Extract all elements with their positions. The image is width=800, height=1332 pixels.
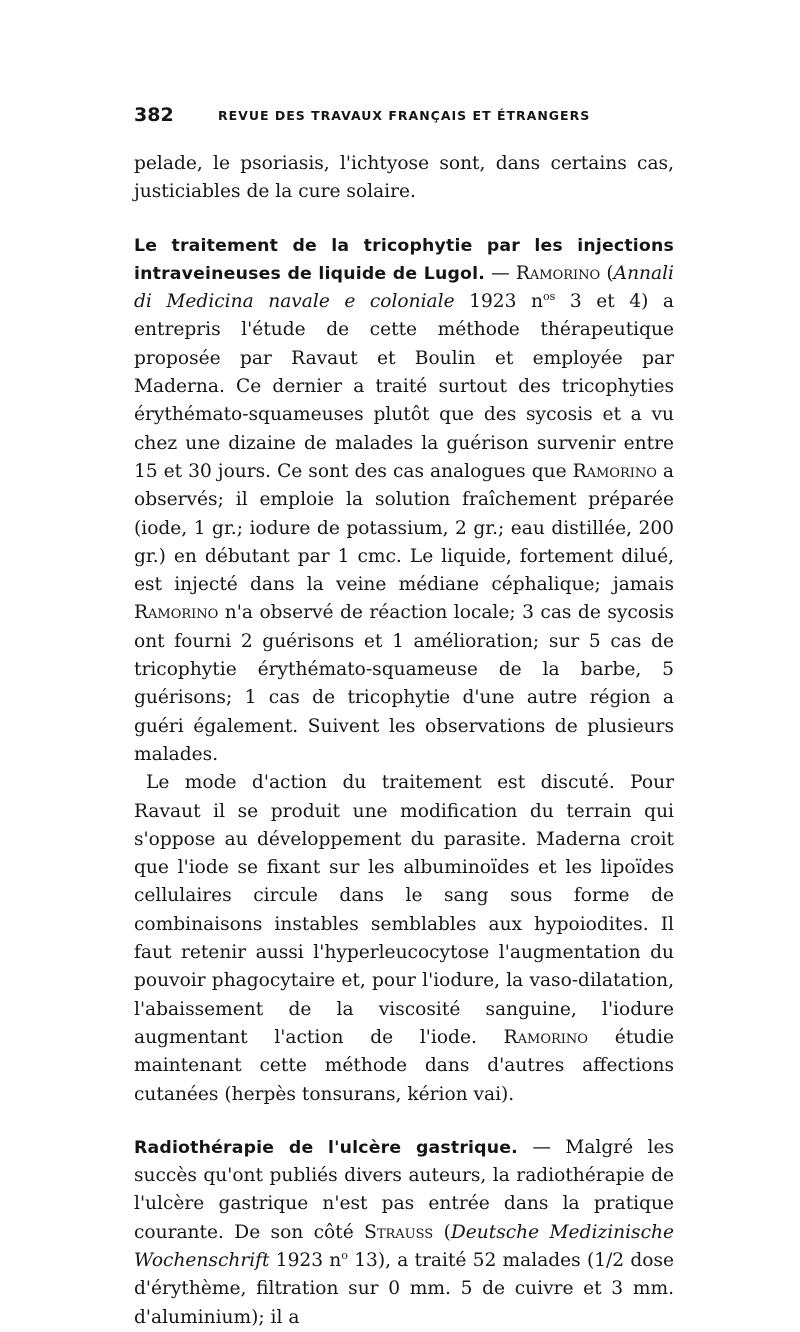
dash: — bbox=[485, 262, 516, 284]
author-name: Strauss bbox=[364, 1221, 434, 1243]
article-heading: Radiothérapie de l'ulcère gastrique. bbox=[134, 1137, 518, 1158]
author-name: Ramorino bbox=[134, 602, 219, 624]
author-name: Ramorino bbox=[515, 262, 601, 284]
article-radiotherapie bbox=[134, 1134, 674, 1332]
opening-text: pelade, le psoriasis, l'ichtyose sont, dans certains cas, justiciables de la cure solaire. bbox=[134, 153, 674, 203]
citation: 1923 n bbox=[269, 1249, 342, 1271]
citation-superscript: os bbox=[542, 290, 556, 303]
paragraph-text: a observés; il emploie la solution fraîchement préparée (iode, 1 gr.; iodure de potassium, 2 gr.; eau distillée, 200 gr.) en débutant par 1 cmc. Le liquide, fortement dilué, est injecté dans la veine médiane céphalique; jamais bbox=[134, 460, 675, 596]
paragraph-text: étudie maintenant cette méthode dans d'autres affections cutanées (herpès tonsurans, kérion vai). bbox=[134, 1026, 674, 1105]
paragraph-text: n'a observé de réaction locale; 3 cas de sycosis ont fourni 2 guérisons et 1 amélioration; sur 5 cas de tricophytie érythémato-squameuse de la barbe, 5 guérisons; 1 cas de tricophytie d'une autre région a guéri également. Suivent les observations de plusieurs malades. bbox=[134, 602, 674, 765]
body-text bbox=[134, 150, 674, 1332]
journal-name: Annali di Medicina navale e coloniale bbox=[134, 262, 674, 313]
open-paren: ( bbox=[600, 262, 614, 284]
journal-name: Deutsche Medizinische Wochenschrift bbox=[134, 1221, 674, 1271]
paragraph-text: Malgré les succès qu'ont publiés divers auteurs, la radiothérapie de l'ulcère gastrique n'est pas entrée dans la pratique courante. De son côté bbox=[134, 1136, 675, 1243]
dash: — bbox=[517, 1136, 566, 1158]
author-name: Ramorino bbox=[572, 460, 657, 482]
citation: 1923 n bbox=[454, 291, 543, 313]
citation: 3 et 4) bbox=[555, 291, 649, 313]
page-number: 382 bbox=[134, 104, 174, 126]
running-head bbox=[134, 104, 674, 134]
author-name: Ramorino bbox=[503, 1026, 588, 1048]
citation-superscript: o bbox=[341, 1248, 348, 1262]
open-paren: ( bbox=[433, 1221, 451, 1243]
opening-paragraph bbox=[134, 150, 674, 207]
paragraph-text: a entrepris l'étude de cette méthode thérapeutique proposée par Ravaut et Boulin et employée par Maderna. Ce dernier a traité surtout des tricophyties érythémato-squameuses plutôt que des sycosis et a vu chez une dizaine de malades la guérison survenir entre 15 et 30 jours. Ce sont des cas analogues que bbox=[134, 291, 675, 482]
paragraph-text: , a traité 52 malades (1/2 dose d'érythème, filtration sur 0 mm. 5 de cuivre et 3 mm. d'aluminium); il a bbox=[134, 1249, 674, 1328]
article-tricophytie-discussion bbox=[134, 769, 674, 1109]
paragraph-text: Le mode d'action du traitement est discuté. Pour Ravaut il se produit une modification du terrain qui s'oppose au développement du parasite. Maderna croit que l'iode se fixant sur les albuminoïdes et les lipoïdes cellulaires circule dans le sang sous forme de combinaisons instables semblables aux hypoiodites. Il faut retenir aussi l'hyperleucocytose l'augmentation du pouvoir phagocytaire et, pour l'iodure, la vaso-dilatation, l'abaissement de la viscosité sanguine, l'iodure augmentant l'action de l'iode. bbox=[134, 772, 674, 1048]
article-heading: Le traitement de la tricophytie par les injections intraveineuses de liquide de Lugol. bbox=[134, 235, 674, 284]
article-tricophytie bbox=[134, 232, 674, 770]
journal-title: REVUE DES TRAVAUX FRANÇAIS ET ÉTRANGERS bbox=[218, 108, 591, 123]
citation: 13) bbox=[347, 1249, 386, 1271]
